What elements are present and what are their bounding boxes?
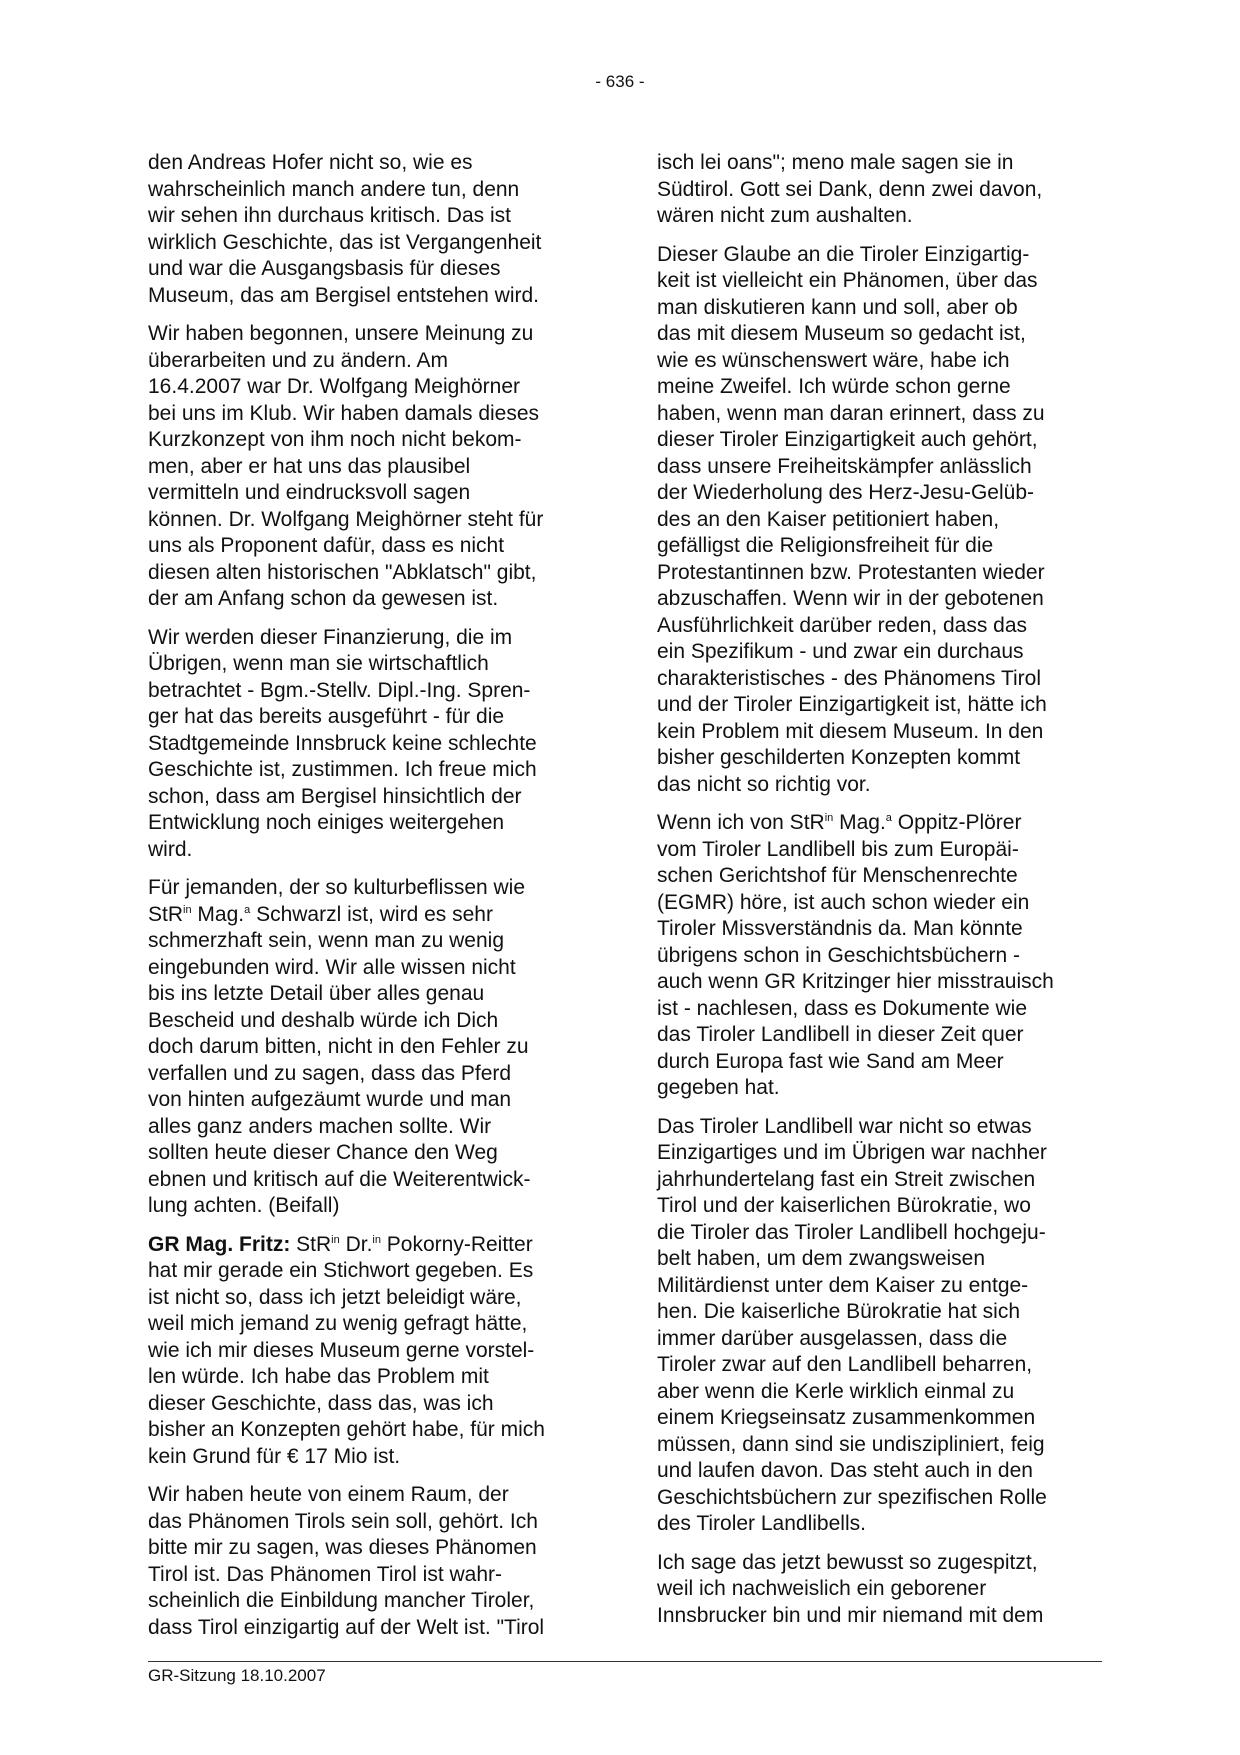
superscript: a xyxy=(885,812,892,824)
paragraph: isch lei oans"; meno male sagen sie in Südtirol. Gott sei Dank, denn zwei davon, wären nicht zum aushalten. xyxy=(657,151,1043,227)
text-run: StR xyxy=(290,1232,332,1256)
superscript: in xyxy=(372,1233,381,1246)
footer-divider xyxy=(148,1661,1102,1662)
text-run: Dr. xyxy=(339,1232,373,1256)
paragraph xyxy=(148,875,598,1220)
paragraph: Wir haben begonnen, unsere Meinung zu überarbeiten und zu ändern. Am 16.4.2007 war Dr. Wolfgang Meighörner bei uns im Klub. Wir haben damals dieses Kurzkonzept von ihm noch nicht bekom- men, aber er hat uns das plausibel vermitteln und eindrucksvoll sagen können. Dr. Wolfgang Meighörner steht für uns als Proponent dafür, dass es nicht diesen alten historischen "Abklatsch" gibt, der am Anfang schon da gewesen ist. xyxy=(148,322,544,610)
paragraph xyxy=(148,1232,598,1471)
right-column xyxy=(657,150,1102,1641)
superscript: in xyxy=(183,903,192,916)
left-column xyxy=(148,150,598,1653)
speaker-name: GR Mag. Fritz: xyxy=(148,1232,291,1256)
text-run: Mag. xyxy=(833,811,886,834)
paragraph xyxy=(657,810,1102,1102)
paragraph: Ich sage das jetzt bewusst so zugespitzt, weil ich nachweislich ein geborener Innsbrucker bin und mir niemand mit dem xyxy=(657,1550,1044,1627)
text-run: Pokorny-Reitter hat mir gerade ein Stichwort gegeben. Es ist nicht so, dass ich jetzt beleidigt wäre, weil mich jemand zu wenig gefragt hätte, wie ich mir dieses Museum gerne vorstel- len würde. Ich habe das Problem mit dieser Geschichte, dass das, was ich bisher an Konzepten gehört habe, für mich kein Grund für € 17 Mio ist. xyxy=(148,1232,545,1468)
text-run: Wenn ich von StR xyxy=(657,811,825,834)
superscript: a xyxy=(244,903,251,916)
paragraph: Dieser Glaube an die Tiroler Einzigartig- keit ist vielleicht ein Phänomen, über das man diskutieren kann und soll, aber ob das mit diesem Museum so gedacht ist, wie es wünschenswert wäre, habe ich meine Zweifel. Ich würde schon gerne haben, wenn man daran erinnert, dass zu dieser Tiroler Einzigartigkeit auch gehört, dass unsere Freiheitskämpfer anlässlich der Wiederholung des Herz-Jesu-Gelüb- des an den Kaiser petitioniert haben, gefälligst die Religionsfreiheit für die Protestantinnen bzw. Protestanten wieder abzuschaffen. Wenn wir in der gebotenen Ausführlichkeit darüber reden, dass das ein Spezifikum - und zwar ein durchaus charakteristisches - des Phänomens Tirol und der Tiroler Einzigartigkeit ist, hätte ich kein Problem mit diesem Museum. In den bisher geschilderten Konzepten kommt das nicht so richtig vor. xyxy=(657,242,1047,796)
paragraph: Wir werden dieser Finanzierung, die im Übrigen, wenn man sie wirtschaftlich betrachtet - Bgm.-Stellv. Dipl.-Ing. Spren- ger hat das bereits ausgeführt - für die Stadtgemeinde Innsbruck keine schlechte Geschichte ist, zustimmen. Ich freue mich schon, dass am Bergisel hinsichtlich der Entwicklung noch einiges weitergehen wird. xyxy=(148,625,537,861)
footer-session-date: GR-Sitzung 18.10.2007 xyxy=(148,1666,326,1685)
text-run: Schwarzl ist, wird es sehr schmerzhaft sein, wenn man zu wenig eingebunden wird. Wir alle wissen nicht bis ins letzte Detail über alles genau Bescheid und deshalb würde ich Dich doch darum bitten, nicht in den Fehler zu verfallen und zu sagen, dass das Pferd von hinten aufgezäumt wurde und man alles ganz anders machen sollte. Wir sollten heute dieser Chance den Weg ebnen und kritisch auf die Weiterentwick- lung achten. (Beifall) xyxy=(148,902,531,1217)
paragraph: Wir haben heute von einem Raum, der das Phänomen Tirols sein soll, gehört. Ich bitte mir zu sagen, was dieses Phänomen Tirol ist. Das Phänomen Tirol ist wahr- scheinlich die Einbildung mancher Tiroler, dass Tirol einzigartig auf der Welt ist. "Tirol xyxy=(148,1483,545,1639)
text-run: Für jemanden, der so kulturbeflissen wie StR xyxy=(148,876,526,926)
paragraph: Das Tiroler Landlibell war nicht so etwas Einzigartiges und im Übrigen war nachher jahrhundertelang fast ein Streit zwischen Tirol und der kaiserlichen Bürokratie, wo die Tiroler das Tiroler Landlibell hochgeju- belt haben, um dem zwangsweisen Militärdienst unter dem Kaiser zu entge- hen. Die kaiserliche Bürokratie hat sich immer darüber ausgelassen, dass die Tiroler zwar auf den Landlibell beharren, aber wenn die Kerle wirklich einmal zu einem Kriegseinsatz zusammenkommen müssen, dann sind sie undiszipliniert, feig und laufen davon. Das steht auch in den Geschichtsbüchern zur spezifischen Rolle des Tiroler Landlibells. xyxy=(657,1114,1047,1535)
text-run: Oppitz-Plörer vom Tiroler Landlibell bis zum Europäi- schen Gerichtshof für Menschenrechte (EGMR) höre, ist auch schon wieder ein Tiroler Missverständnis da. Man könnte übrigens schon in Geschichtsbüchern - auch wenn GR Kritzinger hier misstrauisch ist - nachlesen, dass es Dokumente wie das Tiroler Landlibell in dieser Zeit quer durch Europa fast wie Sand am Meer gegeben hat. xyxy=(657,811,1054,1099)
superscript: in xyxy=(331,1233,340,1246)
paragraph: den Andreas Hofer nicht so, wie es wahrscheinlich manch andere tun, denn wir sehen ihn durchaus kritisch. Das ist wirklich Geschichte, das ist Vergangenheit und war die Ausgangsbasis für dieses Museum, das am Bergisel entstehen wird. xyxy=(148,151,542,307)
text-run: Mag. xyxy=(191,902,245,926)
page-number: - 636 - xyxy=(595,72,645,91)
superscript: in xyxy=(824,812,834,824)
